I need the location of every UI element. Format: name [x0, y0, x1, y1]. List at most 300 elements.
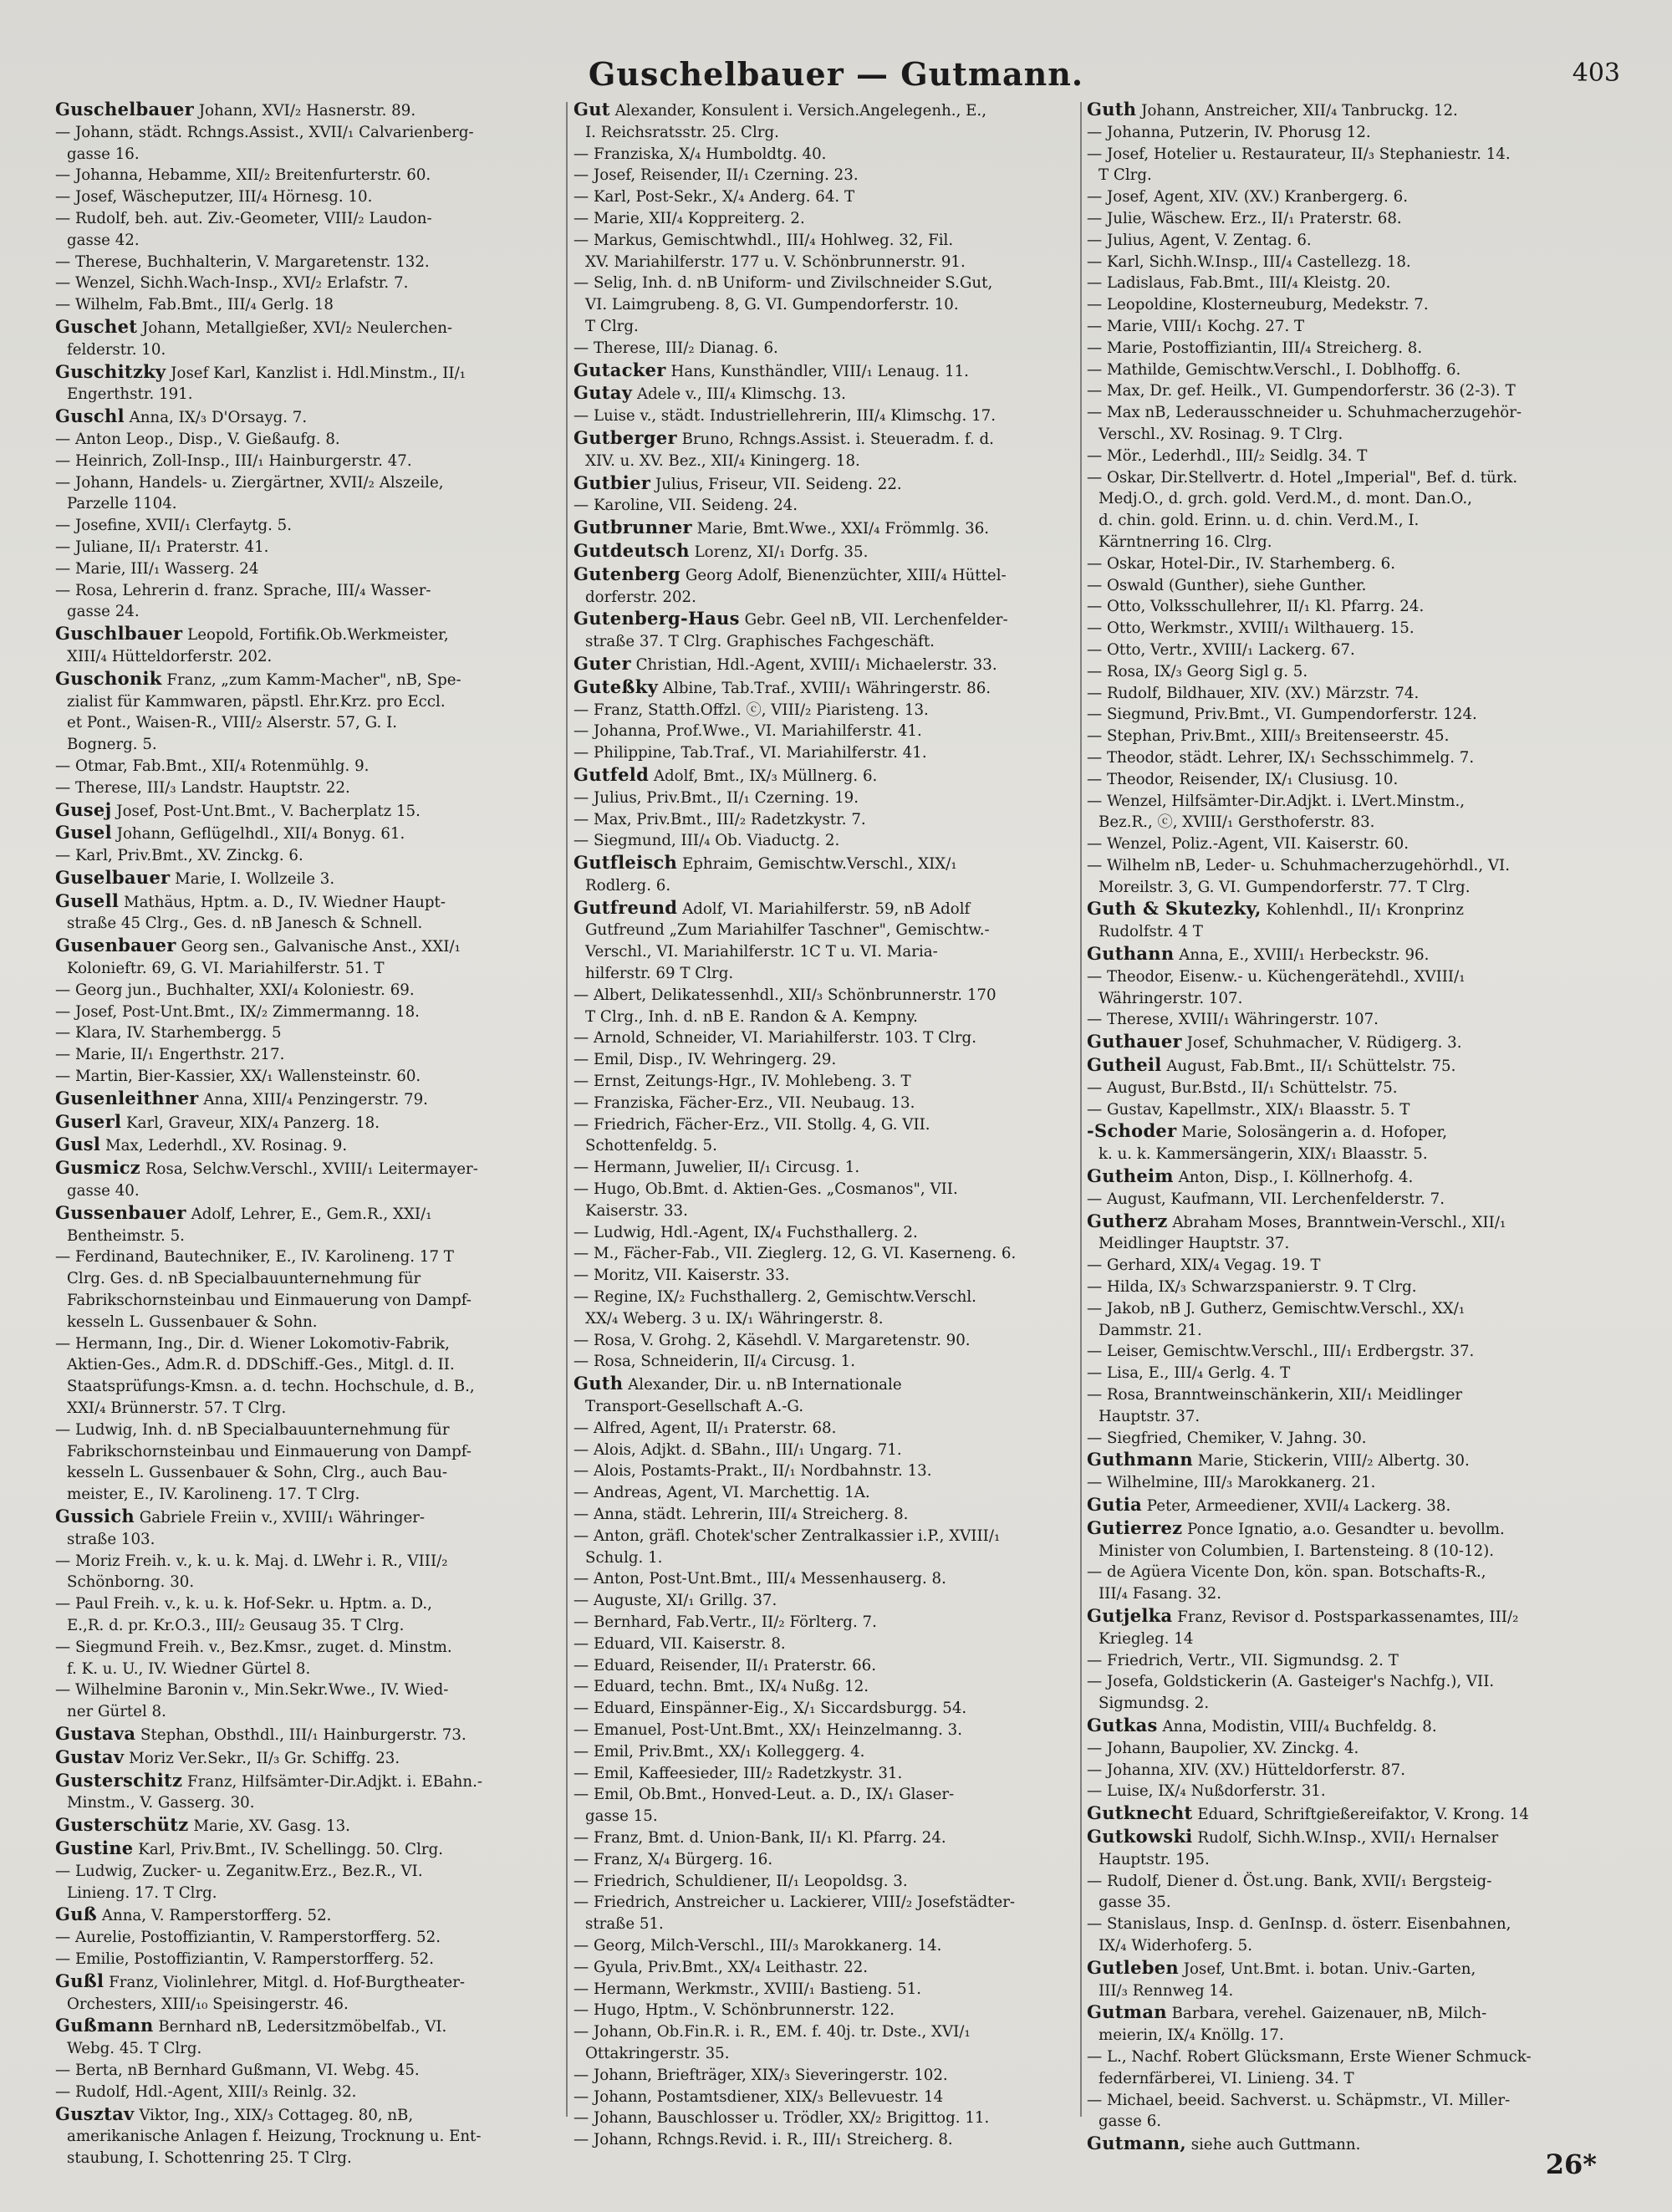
directory-entry — [573, 985, 1078, 1028]
entry-surname: Gutleben — [1087, 1956, 1179, 1978]
entry-surname: Gut — [573, 99, 610, 120]
entry-line — [573, 985, 1078, 1007]
entry-text: — Gerhard, XIX/₄ Vegag. 19. T — [1087, 1256, 1321, 1275]
directory-entry — [573, 1265, 1078, 1287]
directory-entry — [573, 764, 1078, 787]
entry-line — [1087, 294, 1618, 316]
entry-line — [573, 631, 1078, 653]
entry-text: — Wilhelm nB, Leder- u. Schuhmacherzugehörhdl., VI. — [1087, 856, 1510, 874]
entry-text: Rudolf, Sichh.W.Insp., XVII/₁ Hernalser — [1197, 1828, 1499, 1847]
page-header — [0, 52, 1672, 102]
entry-text: — Johann, Briefträger, XIX/₃ Sieveringerstr. 102. — [573, 2066, 948, 2084]
entry-line — [573, 451, 1078, 472]
entry-line — [1087, 791, 1618, 813]
directory-entry — [55, 867, 560, 890]
entry-text: Hauptstr. 195. — [1099, 1850, 1210, 1868]
directory-entry — [1087, 1255, 1618, 1277]
entry-line — [55, 1861, 560, 1883]
entry-line — [1087, 208, 1618, 230]
entry-text: Fabrikschornsteinbau und Einmauerung von Dampf- — [67, 1442, 472, 1460]
entry-text: Franz, „zum Kamm-Macher", nB, Spe- — [166, 670, 461, 689]
entry-line — [55, 405, 560, 429]
directory-entry — [1087, 467, 1618, 553]
entry-line — [55, 2082, 560, 2103]
entry-surname: Guschonik — [55, 667, 162, 689]
entry-line — [573, 742, 1078, 764]
entry-text: — Leiser, Gemischtw.Verschl., III/₁ Erdbergstr. 37. — [1087, 1343, 1475, 1361]
entry-line — [1087, 1031, 1618, 1054]
entry-surname: Gusel — [55, 822, 112, 844]
entry-surname: Gutia — [1087, 1494, 1142, 1515]
entry-surname: Gusztav — [55, 2102, 135, 2124]
entry-line — [1087, 380, 1618, 402]
entry-line — [55, 1333, 560, 1355]
entry-line — [1087, 1693, 1618, 1715]
directory-entry — [573, 230, 1078, 273]
entry-text: — Andreas, Agent, VI. Marchettig. 1A. — [573, 1484, 870, 1502]
directory-entry — [1087, 1298, 1618, 1342]
entry-text: Bentheimstr. 5. — [67, 1226, 185, 1245]
directory-entry — [55, 316, 560, 361]
entry-text: Verschl., XV. Rosinag. 9. T Clrg. — [1099, 425, 1343, 443]
directory-entry — [1087, 1449, 1618, 1472]
entry-line — [1087, 1541, 1618, 1562]
directory-entry — [1087, 1472, 1618, 1494]
entry-line — [573, 1741, 1078, 1763]
entry-line — [573, 1676, 1078, 1698]
entry-line — [1087, 769, 1618, 791]
entry-text: — Johanna, Putzerin, IV. Phorusg 12. — [1087, 123, 1371, 141]
entry-line — [1087, 1650, 1618, 1672]
directory-entry — [573, 1720, 1078, 1741]
directory-entry — [55, 1022, 560, 1044]
entry-text: Kohlenhdl., II/₁ Kronprinz — [1266, 901, 1464, 920]
directory-entry — [55, 1927, 560, 1949]
entry-line — [573, 1418, 1078, 1440]
entry-text: Rodlerg. 6. — [585, 876, 671, 894]
directory-entry — [55, 2103, 560, 2169]
entry-text: Bez.R., ⓒ, XVIII/₁ Gersthoferstr. 83. — [1099, 813, 1375, 832]
entry-line — [573, 830, 1078, 852]
entry-line — [1087, 230, 1618, 252]
entry-line — [55, 1134, 560, 1157]
entry-text: III/₃ Rennweg 14. — [1099, 1981, 1234, 2000]
directory-entry — [573, 495, 1078, 517]
entry-text: Max, Lederhdl., XV. Rosinag. 9. — [105, 1137, 348, 1155]
entry-text: felderstr. 10. — [67, 340, 166, 359]
directory-entry — [55, 935, 560, 980]
entry-line — [573, 1330, 1078, 1352]
entry-line — [1087, 1715, 1618, 1738]
directory-entry — [55, 1551, 560, 1594]
entry-line — [1087, 1428, 1618, 1450]
directory-entry — [1087, 1650, 1618, 1672]
entry-line — [1087, 1165, 1618, 1189]
entry-text: T Clrg. — [1099, 166, 1152, 185]
entry-text: — Wilhelm, Fab.Bmt., III/₄ Gerlg. 18 — [55, 296, 334, 314]
entry-text: — Gyula, Priv.Bmt., XX/₄ Leithastr. 22. — [573, 1958, 869, 1976]
entry-line — [573, 1135, 1078, 1157]
entry-text: — Klara, IV. Starhembergg. 5 — [55, 1024, 282, 1042]
entry-line — [573, 941, 1078, 963]
entry-line — [55, 429, 560, 451]
entry-text: XXI/₄ Brünnerstr. 57. T Clrg. — [67, 1399, 287, 1418]
entry-text: straße 37. T Clrg. Graphisches Fachgeschäft. — [585, 633, 935, 651]
entry-line — [573, 1440, 1078, 1461]
entry-line — [55, 1551, 560, 1572]
directory-entry — [1087, 1054, 1618, 1078]
entry-surname: Gusenbauer — [55, 935, 176, 956]
entry-line — [1087, 402, 1618, 424]
entry-text: — Moritz, VII. Kaiserstr. 33. — [573, 1267, 790, 1285]
entry-surname: Guth — [573, 1373, 624, 1394]
directory-entry — [1087, 402, 1618, 446]
entry-text: — Anna, städt. Lehrerin, III/₄ Streicherg. 8. — [573, 1506, 909, 1523]
entry-text: Anna, IX/₃ D'Orsayg. 7. — [129, 409, 308, 427]
entry-line — [55, 2038, 560, 2060]
entry-line — [573, 1568, 1078, 1590]
entry-text: — L., Nachf. Robert Glücksmann, Erste Wiener Schmuck- — [1087, 2047, 1532, 2066]
directory-entry — [573, 208, 1078, 230]
entry-surname: Gutberger — [573, 426, 677, 448]
entry-line — [55, 646, 560, 668]
entry-text: — Aurelie, Postoffiziantin, V. Ramperstorfferg. 52. — [55, 1929, 441, 1947]
directory-entry — [573, 608, 1078, 653]
directory-entry — [573, 273, 1078, 337]
entry-line — [55, 165, 560, 186]
entry-line — [573, 809, 1078, 831]
entry-line — [55, 1111, 560, 1134]
entry-line — [1087, 165, 1618, 186]
directory-entry — [573, 1093, 1078, 1114]
entry-text: Eduard, Schriftgießereifaktor, V. Krong. 14 — [1197, 1806, 1529, 1824]
entry-text: gasse 42. — [67, 231, 140, 249]
entry-line — [55, 623, 560, 646]
entry-line — [1087, 1494, 1618, 1517]
directory-entry — [1087, 230, 1618, 252]
entry-text: Albine, Tab.Traf., XVIII/₁ Währingerstr. 86. — [662, 679, 991, 697]
entry-line — [1087, 1781, 1618, 1802]
entry-line — [1087, 1255, 1618, 1277]
directory-entry — [573, 2129, 1078, 2151]
entry-line — [55, 1506, 560, 1529]
entry-text: — Franz, X/₄ Bürgerg. 16. — [573, 1850, 773, 1868]
entry-text: Adolf, Bmt., IX/₃ Müllnerg. 6. — [653, 767, 878, 785]
directory-entry — [573, 897, 1078, 985]
directory-entry — [55, 537, 560, 558]
entry-line — [573, 1784, 1078, 1806]
directory-entry — [1087, 1341, 1618, 1363]
entry-text: — Ludwig, Hdl.-Agent, IX/₄ Fuchsthallerg. 2. — [573, 1223, 918, 1241]
entry-surname: Gusej — [55, 798, 112, 820]
entry-line — [573, 427, 1078, 451]
entry-line — [55, 1814, 560, 1837]
entry-line — [573, 1504, 1078, 1526]
entry-text: — Juliane, II/₁ Praterstr. 41. — [55, 538, 269, 556]
entry-text: — Philippine, Tab.Traf., VI. Mariahilferstr. 41. — [573, 744, 927, 762]
entry-text: Georg Adolf, Bienenzüchter, XIII/₄ Hüttel- — [685, 566, 1007, 584]
entry-line — [1087, 1980, 1618, 2002]
directory-entry — [55, 1066, 560, 1088]
entry-text: — Therese, Buchhalterin, V. Margaretenstr. 132. — [55, 252, 430, 271]
directory-entry — [55, 472, 560, 516]
entry-text: — Eduard, Reisender, II/₁ Praterstr. 66. — [573, 1656, 877, 1674]
directory-entry — [573, 1741, 1078, 1763]
column-3 — [1087, 99, 1618, 2155]
entry-text: siehe auch Guttmann. — [1190, 2136, 1361, 2154]
directory-entry — [55, 1246, 560, 1333]
directory-entry — [573, 517, 1078, 540]
entry-line — [573, 2043, 1078, 2065]
directory-entry — [573, 1287, 1078, 1330]
directory-entry — [55, 1904, 560, 1927]
entry-text: Josef, Schuhmacher, V. Rüdigerg. 3. — [1186, 1034, 1462, 1052]
entry-line — [1087, 1277, 1618, 1298]
entry-surname: Gutherz — [1087, 1210, 1168, 1231]
entry-text: — Ferdinand, Bautechniker, E., IV. Karolineng. 17 T — [55, 1248, 454, 1267]
directory-entry — [573, 809, 1078, 831]
entry-surname: Gutfeld — [573, 763, 650, 785]
entry-line — [55, 99, 560, 122]
entry-line — [573, 208, 1078, 230]
entry-text: Johann, XVI/₂ Hasnerstr. 89. — [198, 102, 416, 120]
entry-text: Franz, Violinlehrer, Mitgl. d. Hof-Burgtheater- — [109, 1973, 466, 1991]
entry-text: f. K. u. U., IV. Wiedner Gürtel 8. — [67, 1659, 311, 1678]
directory-entry — [573, 1849, 1078, 1871]
entry-text: — Eduard, techn. Bmt., IX/₄ Nußg. 12. — [573, 1678, 869, 1696]
entry-surname: Guthmann — [1087, 1449, 1193, 1470]
entry-text: Währingerstr. 107. — [1099, 989, 1243, 1007]
directory-entry — [1087, 1099, 1618, 1121]
directory-entry — [55, 777, 560, 799]
entry-text: — Emilie, Postoffiziantin, V. Ramperstorfferg. 52. — [55, 1950, 435, 1968]
directory-entry — [55, 1157, 560, 1202]
directory-entry — [573, 1440, 1078, 1461]
entry-surname: Gusterschütz — [55, 1814, 189, 1836]
entry-line — [1087, 1384, 1618, 1406]
entry-text: I. Reichsratsstr. 25. Clrg. — [585, 123, 779, 141]
entry-text: Josef Karl, Kanzlist i. Hdl.Minstm., II/₁ — [171, 364, 466, 382]
entry-text: — Karl, Post-Sekr., X/₄ Anderg. 64. T — [573, 188, 855, 206]
entry-text: — Friedrich, Fächer-Erz., VII. Stollg. 4, G. VII. — [573, 1115, 930, 1134]
entry-surname: Gutfleisch — [573, 852, 678, 874]
directory-entry — [1087, 1562, 1618, 1605]
entry-line — [573, 540, 1078, 563]
entry-line — [55, 1441, 560, 1463]
directory-entry — [573, 1373, 1078, 1418]
entry-text: Ottakringerstr. 35. — [585, 2044, 730, 2062]
entry-line — [55, 2060, 560, 2082]
entry-line — [1087, 1449, 1618, 1472]
entry-line — [573, 1806, 1078, 1827]
entry-surname: Gutenberg-Haus — [573, 608, 740, 629]
entry-line — [55, 1904, 560, 1927]
entry-text: — Friedrich, Vertr., VII. Sigmundsg. 2. T — [1087, 1651, 1399, 1669]
entry-line — [573, 2087, 1078, 2108]
entry-text: Rosa, Selchw.Verschl., XVIII/₁ Leitermayer- — [145, 1160, 478, 1179]
entry-line — [573, 1979, 1078, 2000]
entry-line — [573, 1287, 1078, 1308]
entry-line — [1087, 1849, 1618, 1871]
entry-text: Abraham Moses, Branntwein-Verschl., XII/₁ — [1172, 1213, 1506, 1231]
entry-text: — Josef, Wäscheputzer, III/₄ Hörnesg. 10. — [55, 188, 373, 206]
entry-text: Peter, Armeediener, XVII/₄ Lackerg. 38. — [1146, 1497, 1451, 1515]
directory-entry — [1087, 1363, 1618, 1384]
entry-text: zialist für Kammwaren, päpstl. Ehr.Krz. pro Eccl. — [67, 692, 446, 711]
entry-text: Barbara, verehel. Gaizenauer, nB, Milch- — [1171, 2005, 1487, 2023]
entry-line — [1087, 553, 1618, 575]
column-1 — [55, 99, 560, 2168]
entry-line — [55, 361, 560, 385]
entry-surname: Gutay — [573, 382, 633, 404]
entry-line — [573, 1179, 1078, 1200]
entry-text: Aktien-Ges., Adm.R. d. DDSchiff.-Ges., Mitgl. d. II. — [67, 1356, 455, 1374]
entry-text: — Karoline, VII. Seideng. 24. — [573, 497, 798, 515]
entry-line — [573, 563, 1078, 587]
entry-text: — Otto, Werkmstr., XVIII/₁ Wilthauerg. 15. — [1087, 619, 1415, 638]
entry-line — [1087, 661, 1618, 683]
entry-text: — Emil, Disp., IV. Wehringerg. 29. — [573, 1051, 837, 1069]
entry-line — [573, 316, 1078, 338]
entry-surname: Guth — [1087, 99, 1137, 120]
entry-text: Moreilstr. 3, G. VI. Gumpendorferstr. 77. T Clrg. — [1099, 878, 1471, 896]
directory-entry — [573, 1482, 1078, 1504]
entry-text: et Pont., Waisen-R., VIII/₂ Alserstr. 57, G. I. — [67, 714, 398, 732]
entry-text: — Alfred, Agent, II/₁ Praterstr. 68. — [573, 1419, 837, 1437]
entry-line — [55, 384, 560, 405]
directory-entry — [1087, 683, 1618, 705]
directory-entry — [573, 338, 1078, 359]
entry-line — [573, 920, 1078, 941]
directory-entry — [573, 1698, 1078, 1720]
entry-text: Dammstr. 21. — [1099, 1321, 1202, 1339]
entry-line — [573, 99, 1078, 122]
entry-line — [1087, 1009, 1618, 1031]
directory-entry — [1087, 294, 1618, 316]
entry-text: — Marie, XII/₄ Koppreiterg. 2. — [573, 209, 805, 227]
entry-text: — de Agüera Vicente Don, kön. span. Botschafts-R., — [1087, 1563, 1486, 1582]
entry-text: — Luise v., städt. Industriellehrerin, III/₄ Klimschg. 17. — [573, 407, 997, 426]
entry-line — [573, 1093, 1078, 1114]
entry-line — [55, 1044, 560, 1066]
entry-line — [573, 405, 1078, 427]
entry-text: — Julius, Priv.Bmt., II/₁ Czerning. 19. — [573, 788, 859, 807]
entry-text: Christian, Hdl.-Agent, XVIII/₁ Michaelerstr. 33. — [635, 655, 997, 674]
entry-text: — Ludwig, Inh. d. nB Specialbauunternehmung für — [55, 1420, 450, 1439]
entry-surname: Gutenberg — [573, 563, 681, 584]
entry-line — [1087, 1871, 1618, 1893]
entry-line — [573, 186, 1078, 208]
entry-text: Gutfreund „Zum Mariahilfer Taschner", Gemischtw.- — [585, 921, 990, 940]
entry-text: — Johann, Handels- u. Ziergärtner, XVII/₂ Alszeile, — [55, 473, 444, 492]
entry-text: — Siegmund, III/₄ Ob. Viaductg. 2. — [573, 832, 840, 850]
entry-text: — Siegmund, Priv.Bmt., VI. Gumpendorferstr. 124. — [1087, 706, 1477, 724]
entry-text: E.,R. d. pr. Kr.O.3., III/₂ Geusaug 35. T Clrg. — [67, 1616, 405, 1634]
directory-entry — [573, 721, 1078, 742]
entry-text: — Franz, Statth.Offzl. ⓒ, VIII/₂ Piaristeng. 13. — [573, 701, 929, 719]
entry-text: — Wilhelmine Baronin v., Min.Sekr.Wwe., IV. Wied- — [55, 1681, 449, 1700]
entry-line — [55, 980, 560, 1002]
entry-line — [1087, 99, 1618, 122]
entry-text: — Wenzel, Poliz.-Agent, VII. Kaiserstr. 60. — [1087, 835, 1409, 854]
directory-entry — [573, 1243, 1078, 1265]
entry-line — [55, 1529, 560, 1551]
entry-line — [1087, 510, 1618, 532]
entry-line — [55, 958, 560, 980]
entry-line — [55, 890, 560, 914]
directory-entry — [1087, 1715, 1618, 1738]
entry-line — [55, 122, 560, 144]
entry-text: — Rudolf, Diener d. Öst.ung. Bank, XVII/₁ Bergsteig- — [1087, 1872, 1492, 1890]
entry-line — [573, 1396, 1078, 1418]
entry-text: — Rosa, V. Grohg. 2, Käsehdl. V. Margaretenstr. 90. — [573, 1331, 971, 1349]
entry-text: — Josef, Reisender, II/₁ Czerning. 23. — [573, 166, 859, 185]
entry-text: — Hugo, Hptm., V. Schönbrunnerstr. 122. — [573, 2001, 895, 2020]
entry-text: T Clrg. — [585, 317, 639, 335]
entry-line — [573, 495, 1078, 517]
directory-entry — [1087, 316, 1618, 338]
directory-entry — [55, 890, 560, 935]
entry-text: Orchesters, XIII/₁₀ Speisingerstr. 46. — [67, 1995, 349, 2013]
entry-surname: Gutman — [1087, 2001, 1167, 2023]
entry-line — [1087, 1826, 1618, 1849]
entry-text: — Wilhelmine, III/₃ Marokkanerg. 21. — [1087, 1474, 1376, 1492]
entry-text: Josef, Unt.Bmt. i. botan. Univ.-Garten, — [1183, 1960, 1476, 1978]
entry-line — [55, 756, 560, 777]
entry-text: Fabrikschornsteinbau und Einmauerung von Dampf- — [67, 1292, 472, 1310]
entry-line — [573, 676, 1078, 700]
entry-text: — Stephan, Priv.Bmt., XIII/₃ Breitenseerstr. 45. — [1087, 727, 1450, 746]
entry-text: — Heinrich, Zoll-Insp., III/₁ Hainburgerstr. 47. — [55, 451, 412, 470]
entry-text: — Josef, Agent, XIV. (XV.) Kranbergerg. 6. — [1087, 188, 1408, 206]
entry-text: hilferstr. 69 T Clrg. — [585, 965, 734, 983]
entry-text: — Hugo, Ob.Bmt. d. Aktien-Ges. „Cosmanos", VII. — [573, 1180, 958, 1199]
directory-entry — [55, 1088, 560, 1111]
entry-line — [55, 472, 560, 494]
entry-text: XV. Mariahilferstr. 177 u. V. Schönbrunnerstr. 91. — [585, 252, 966, 271]
directory-entry — [1087, 898, 1618, 943]
entry-surname: Guschitzky — [55, 360, 166, 382]
entry-line — [573, 1957, 1078, 1979]
entry-text: Moriz Ver.Sekr., II/₃ Gr. Schiffg. 23. — [129, 1749, 400, 1767]
entry-text: — Johann, Postamtsdiener, XIX/₃ Bellevuestr. 14 — [573, 2087, 944, 2106]
directory-entry — [55, 1637, 560, 1680]
entry-line — [55, 734, 560, 756]
entry-text: kesseln L. Gussenbauer & Sohn. — [67, 1312, 318, 1331]
entry-text: Anna, XIII/₄ Penzingerstr. 79. — [203, 1090, 428, 1109]
entry-text: gasse 16. — [67, 145, 140, 163]
entry-text: Josef, Post-Unt.Bmt., V. Bacherplatz 15. — [116, 802, 421, 820]
directory-entry — [1087, 1738, 1618, 1760]
entry-text: — Lisa, E., III/₄ Gerlg. 4. T — [1087, 1364, 1291, 1383]
entry-surname: Guthann — [1087, 943, 1175, 965]
entry-surname: Gutfreund — [573, 896, 678, 918]
entry-text: — Selig, Inh. d. nB Uniform- und Zivilschneider S.Gut, — [573, 274, 993, 293]
entry-line — [55, 515, 560, 537]
directory-entry — [1087, 1826, 1618, 1871]
entry-line — [1087, 1957, 1618, 1980]
entry-surname: Guschlbauer — [55, 623, 183, 645]
entry-surname: Guserl — [55, 1110, 122, 1132]
entry-surname: Gutdeutsch — [573, 539, 690, 561]
page-number: 403 — [1572, 59, 1620, 88]
entry-text: Franz, Revisor d. Postsparkassenamtes, III/₂ — [1177, 1608, 1519, 1626]
directory-entry — [55, 1506, 560, 1551]
directory-entry — [1087, 273, 1618, 294]
entry-line — [55, 1615, 560, 1637]
entry-line — [573, 875, 1078, 897]
entry-line — [1087, 1628, 1618, 1650]
